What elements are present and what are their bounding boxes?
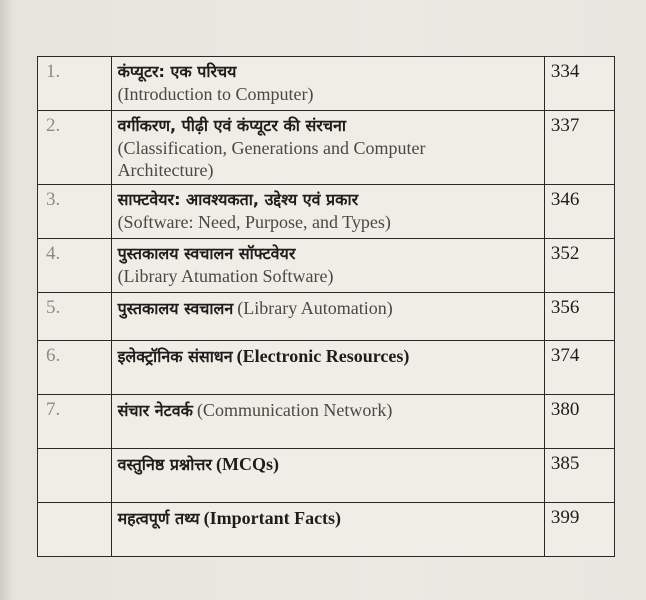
chapter-title-english: (Introduction to Computer) (117, 84, 314, 104)
chapter-title (111, 239, 544, 293)
page-number: 399 (544, 503, 614, 557)
page-number: 337 (544, 111, 614, 185)
chapter-number: 4. (38, 239, 112, 293)
chapter-number: 3. (38, 185, 112, 239)
chapter-number: 1. (38, 57, 112, 111)
chapter-number (38, 449, 112, 503)
chapter-title-english: (MCQs) (215, 454, 279, 474)
chapter-title-english: (Electronic Resources) (236, 346, 410, 366)
table-row[interactable] (38, 341, 615, 395)
chapter-title-hindi: साफ्टवेयर: आवश्यकता, उद्देश्य एवं प्रकार (117, 190, 359, 209)
chapter-title (111, 111, 544, 185)
chapter-title (111, 341, 544, 395)
chapter-title-english: (Important Facts) (203, 508, 342, 528)
page-number: 356 (544, 293, 614, 341)
chapter-number: 5. (38, 293, 112, 341)
page-number: 380 (544, 395, 614, 449)
page-number: 352 (544, 239, 614, 293)
chapter-number (38, 503, 112, 557)
table-row[interactable] (38, 111, 615, 185)
page-number: 346 (544, 185, 614, 239)
page-number: 334 (544, 57, 614, 111)
chapter-title-hindi: वर्गीकरण, पीढ़ी एवं कंप्यूटर की संरचना (117, 116, 347, 135)
chapter-number: 2. (38, 111, 112, 185)
chapter-title-hindi: इलेक्ट्रॉनिक संसाधन (117, 347, 233, 366)
table-row[interactable] (38, 57, 615, 111)
chapter-title (111, 293, 544, 341)
chapter-number: 6. (38, 341, 112, 395)
chapter-title (111, 395, 544, 449)
chapter-title (111, 185, 544, 239)
chapter-title-hindi: महत्वपूर्ण तथ्य (117, 509, 200, 528)
chapter-title-english: (Classification, Generations and Computer (117, 138, 426, 158)
chapter-title-english: (Library Automation) (237, 298, 393, 318)
table-row[interactable] (38, 395, 615, 449)
chapter-title (111, 57, 544, 111)
chapter-number: 7. (38, 395, 112, 449)
chapter-title-hindi: कंप्यूटर: एक परिचय (117, 62, 237, 81)
chapter-title-english: (Software: Need, Purpose, and Types) (117, 212, 391, 232)
chapter-title-english: (Communication Network) (196, 400, 393, 420)
chapter-title-hindi: पुस्तकालय स्वचालन सॉफ्टवेयर (117, 244, 296, 263)
chapter-title-hindi: वस्तुनिष्ठ प्रश्नोत्तर (117, 455, 212, 474)
chapter-title (111, 503, 544, 557)
table-row[interactable] (38, 293, 615, 341)
page-number: 374 (544, 341, 614, 395)
table-row[interactable] (38, 449, 615, 503)
chapter-title-english: (Library Atumation Software) (117, 266, 334, 286)
table-row[interactable] (38, 239, 615, 293)
chapter-title-english-cont: Architecture) (117, 160, 214, 180)
chapter-title-hindi: संचार नेटवर्क (117, 401, 193, 420)
page-number: 385 (544, 449, 614, 503)
contents-table (37, 56, 615, 557)
chapter-title (111, 449, 544, 503)
chapter-title-hindi: पुस्तकालय स्वचालन (117, 299, 234, 318)
table-row[interactable] (38, 503, 615, 557)
table-row[interactable] (38, 185, 615, 239)
